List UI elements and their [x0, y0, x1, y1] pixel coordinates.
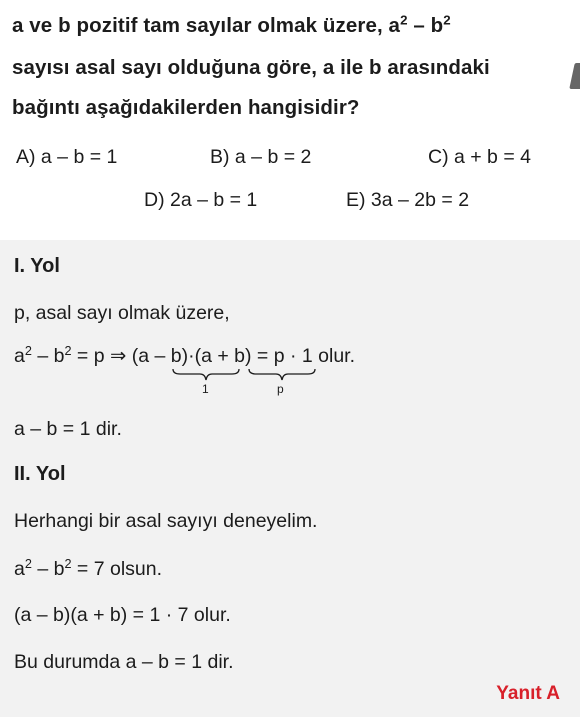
method-1-line-1: p, asal sayı olmak üzere,: [14, 302, 230, 324]
option-c[interactable]: C) a + b = 4: [428, 146, 531, 168]
method-1-result: a – b = 1 dir.: [14, 418, 122, 440]
underbrace-2: [248, 368, 316, 382]
method-2-result: Bu durumda a – b = 1 dir.: [14, 651, 234, 673]
brace-label-2: p: [277, 382, 284, 396]
question-text: a ve b pozitif tam sayılar olmak üzere, a: [12, 14, 401, 37]
equation-2: $a^2 - b^2 = 7$ olsun.: [14, 557, 163, 580]
question-line-1: [12, 14, 451, 38]
option-b[interactable]: B) a – b = 2: [210, 146, 312, 168]
underbrace-1: [172, 368, 240, 382]
edge-marker: [569, 63, 580, 89]
option-a[interactable]: A) a – b = 1: [16, 146, 118, 168]
brace-label-1: 1: [202, 382, 209, 396]
factor-a-minus-b: (a – b): [131, 345, 189, 367]
exponent: 2: [400, 12, 408, 28]
equation-1: $a^2 - b^2 = p$ ⇒ (a – b)·(a + b) = p · 1 olur.: [14, 344, 356, 367]
equation-3: (a – b)(a + b) = 1 · 7 olur.: [14, 604, 231, 626]
option-e[interactable]: E) 3a – 2b = 2: [346, 189, 470, 211]
answer-label: Yanıt A: [496, 683, 560, 704]
question-line-2: sayısı asal sayı olduğuna göre, a ile b arasındaki: [12, 56, 490, 79]
exponent: 2: [24, 557, 32, 572]
method-2-title: II. Yol: [14, 463, 66, 485]
option-d[interactable]: D) 2a – b = 1: [144, 189, 258, 211]
factor-a-plus-b: (a + b): [194, 345, 252, 367]
exponent: 2: [64, 344, 72, 359]
question-text: – b: [407, 14, 444, 37]
question-line-3: bağıntı aşağıdakilerden hangisidir?: [12, 96, 360, 119]
exponent: 2: [24, 344, 32, 359]
method-1-title: I. Yol: [14, 255, 60, 277]
exponent: 2: [443, 12, 451, 28]
exponent: 2: [64, 557, 72, 572]
method-2-line-1: Herhangi bir asal sayıyı deneyelim.: [14, 510, 318, 532]
